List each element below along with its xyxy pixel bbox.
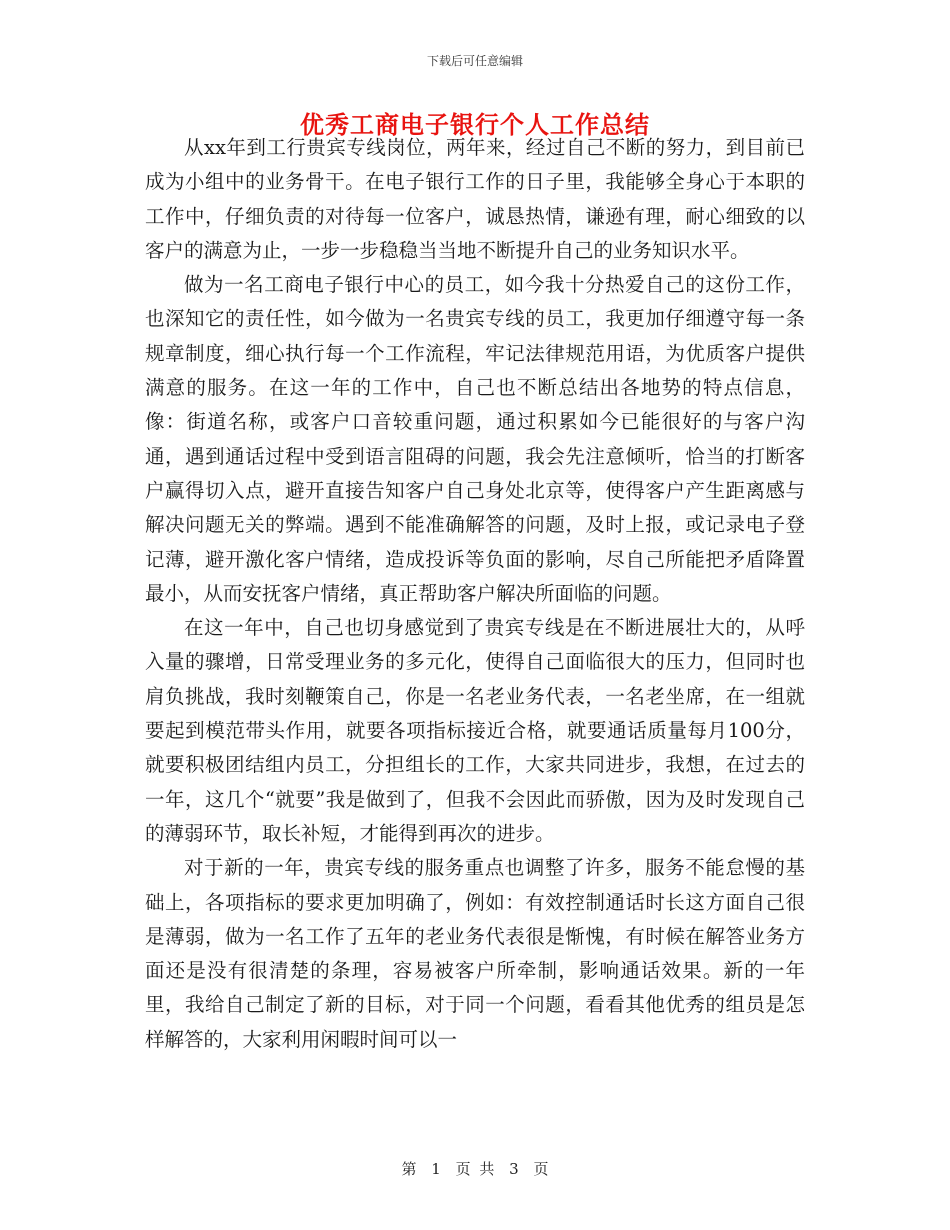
document-body xyxy=(145,131,805,1057)
header-note: 下载后可任意编辑 xyxy=(426,54,523,68)
paragraph-4: 对于新的一年，贵宾专线的服务重点也调整了许多，服务不能怠慢的基础上，各项指标的要求更加明确了，例如：有效控制通话时长这方面自己很是薄弱，做为一名工作了五年的老业务代表很是惭愧，有时候在解答业务方面还是没有很清楚的条理，容易被客户所牵制，影响通话效果。新的一年里，我给自己制定了新的目标，对于同一个问题，看看其他优秀的组员是怎样解答的，大家利用闲暇时间可以一 xyxy=(145,856,805,1051)
document-title: 优秀工商电子银行个人工作总结 xyxy=(300,110,650,139)
footer-suffix: 页 xyxy=(533,1160,549,1178)
paragraph-3: 在这一年中，自己也切身感觉到了贵宾专线是在不断进展壮大的，从呼入量的骤增，日常受理业务的多元化，使得自己面临很大的压力，但同时也肩负挑战，我时刻鞭策自己，你是一名老业务代表，一名老坐席，在一组就要起到模范带头作用，就要各项指标接近合格，就要通话质量每月100分，就要积极团结组内员工，分担组长的工作，大家共同进步，我想，在过去的一年，这几个“就要”我是做到了，但我不会因此而骄傲，因为及时发现自己的薄弱环节，取长补短，才能得到再次的进步。 xyxy=(145,616,805,845)
footer-total-pages: 3 xyxy=(509,1160,519,1178)
page-footer xyxy=(0,1158,950,1179)
paragraph-1: 从xx年到工行贵宾专线岗位，两年来，经过自己不断的努力，到目前已成为小组中的业务骨干。在电子银行工作的日子里，我能够全身心于本职的工作中，仔细负责的对待每一位客户，诚恳热情，谦逊有理，耐心细致的以客户的满意为止，一步一步稳稳当当地不断提升自己的业务知识水平。 xyxy=(145,136,805,262)
paragraph-2: 做为一名工商电子银行中心的员工，如今我十分热爱自己的这份工作，也深知它的责任性，如今做为一名贵宾专线的员工，我更加仔细遵守每一条规章制度，细心执行每一个工作流程，牢记法律规范用语，为优质客户提供满意的服务。在这一年的工作中，自己也不断总结出各地势的特点信息，像：街道名称，或客户口音较重问题，通过积累如今已能很好的与客户沟通，遇到通话过程中受到语言阻碍的问题，我会先注意倾听，恰当的打断客户赢得切入点，避开直接告知客户自己身处北京等，使得客户产生距离感与解决问题无关的弊端。遇到不能准确解答的问题，及时上报，或记录电子登记薄，避开激化客户情绪，造成投诉等负面的影响，尽自己所能把矛盾降置最小，从而安抚客户情绪，真正帮助客户解决所面临的问题。 xyxy=(145,273,805,605)
footer-prefix: 第 xyxy=(401,1160,417,1178)
footer-page-number: 1 xyxy=(431,1160,441,1178)
footer-middle: 页 共 xyxy=(455,1160,495,1178)
